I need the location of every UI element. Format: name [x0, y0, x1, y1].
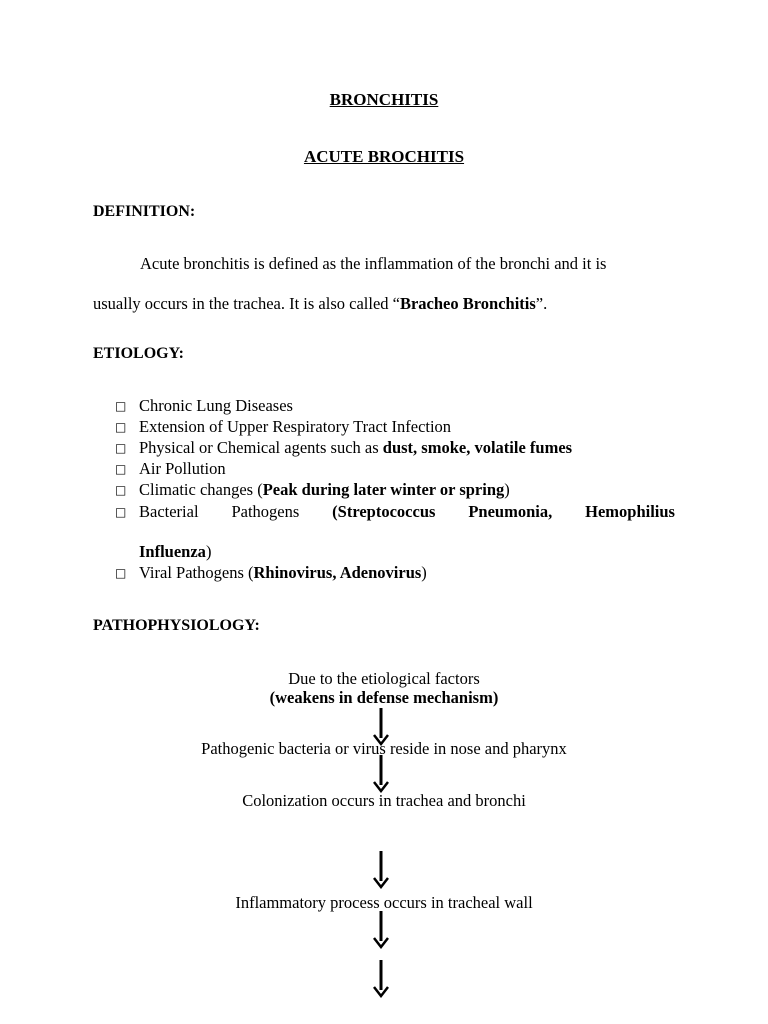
etiology-item-bold: Influenza — [139, 542, 206, 561]
etiology-item — [139, 438, 675, 458]
etiology-item-text: Climatic changes ( — [139, 480, 263, 499]
etiology-item-line — [139, 502, 675, 522]
etiology-item-text: Physical or Chemical agents such as — [139, 438, 383, 457]
flow-step-text: Pathogenic bacteria or virus reside in nose and pharynx — [201, 739, 567, 758]
definition-heading: DEFINITION: — [93, 203, 196, 220]
bullet-icon: □ — [115, 462, 127, 476]
etiology-word: Pathogens — [231, 502, 300, 521]
etiology-item-text: ) — [421, 563, 427, 582]
etiology-item-bold: Rhinovirus, Adenovirus — [253, 563, 422, 582]
etiology-item — [139, 480, 675, 500]
flow-step-text: Due to the etiological factors — [288, 669, 480, 688]
etiology-item-continuation — [139, 542, 675, 562]
definition-line-2-prefix: usually occurs in the trachea. It is also called “ — [93, 294, 400, 313]
flow-step-subtext: (weakens in defense mechanism) — [269, 688, 499, 707]
etiology-item-text: ) — [504, 480, 510, 499]
document-title: BRONCHITIS — [329, 90, 439, 109]
bullet-icon: □ — [115, 441, 127, 455]
etiology-item-bold: dust, smoke, volatile fumes — [382, 438, 573, 457]
down-arrow-icon — [372, 911, 390, 949]
bullet-icon: □ — [115, 566, 127, 580]
bullet-icon: □ — [115, 483, 127, 497]
pathophysiology-heading: PATHOPHYSIOLOGY: — [93, 617, 260, 634]
document-subtitle: ACUTE BROCHITIS — [303, 147, 465, 166]
definition-line-1: Acute bronchitis is defined as the inflammation of the bronchi and it is — [140, 254, 607, 273]
etiology-word-bold: Pneumonia, — [468, 502, 553, 521]
bullet-icon: □ — [115, 399, 127, 413]
etiology-item — [139, 563, 675, 583]
etiology-item: Extension of Upper Respiratory Tract Infection — [139, 417, 452, 436]
down-arrow-icon — [372, 960, 390, 998]
etiology-heading: ETIOLOGY: — [93, 345, 184, 362]
etiology-word-bold: Hemophilius — [585, 502, 675, 521]
flow-step-text: Inflammatory process occurs in tracheal wall — [235, 893, 533, 912]
definition-term: Bracheo Bronchitis — [399, 294, 536, 313]
down-arrow-icon — [372, 851, 390, 889]
bullet-icon: □ — [115, 420, 127, 434]
down-arrow-icon — [372, 755, 390, 793]
definition-line-2-suffix: ”. — [535, 294, 548, 313]
etiology-item: Chronic Lung Diseases — [139, 396, 293, 415]
etiology-item: Air Pollution — [139, 459, 226, 478]
flow-step-text: Colonization occurs in trachea and bronchi — [242, 791, 526, 810]
etiology-item-text: Viral Pathogens ( — [139, 563, 254, 582]
definition-line-2 — [93, 294, 675, 314]
etiology-item — [139, 502, 675, 522]
etiology-word-bold: (Streptococcus — [332, 502, 436, 521]
etiology-word: Bacterial — [139, 502, 199, 521]
etiology-item-bold: Peak during later winter or spring — [262, 480, 505, 499]
etiology-item-text: ) — [205, 542, 212, 561]
bullet-icon: □ — [115, 505, 127, 519]
